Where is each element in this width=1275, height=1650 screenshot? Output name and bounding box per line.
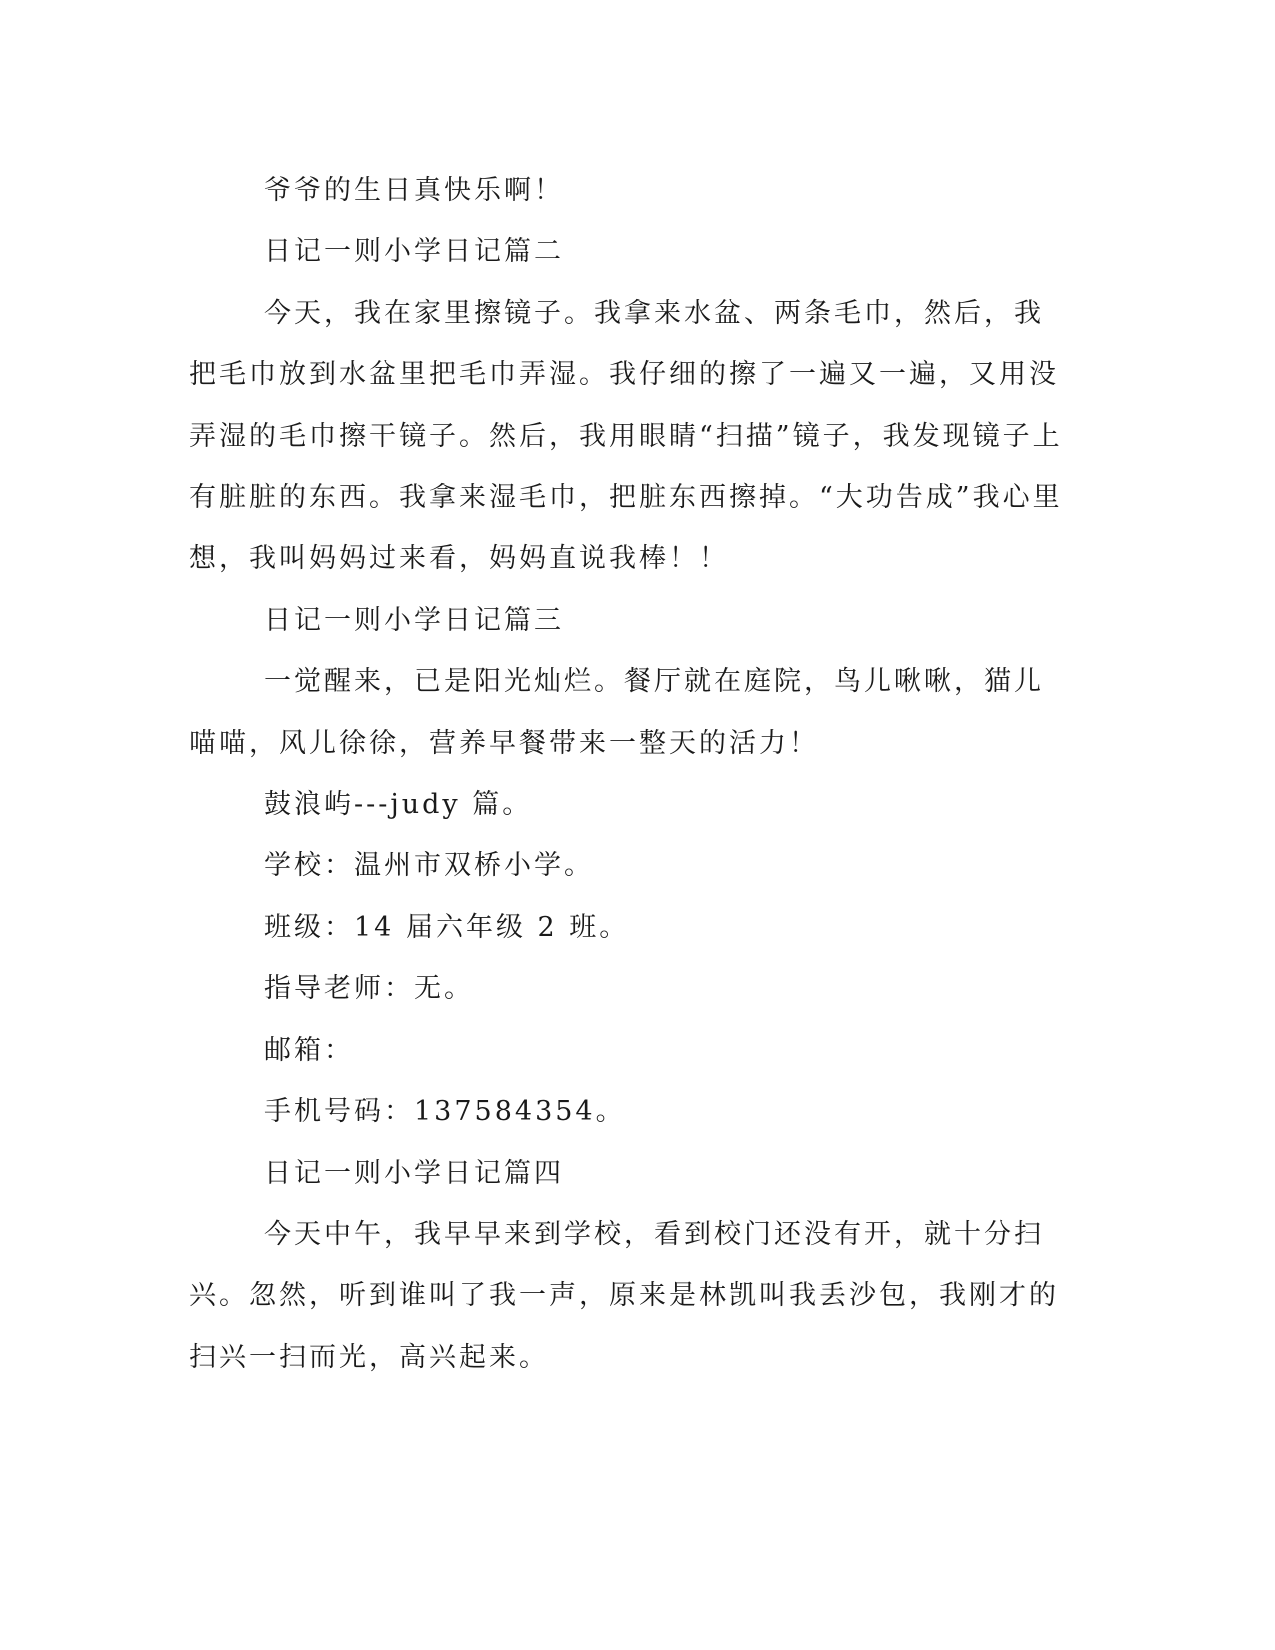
heading-diary-part-3: 日记一则小学日记篇三 (264, 604, 564, 636)
paragraph-email: 邮箱： (264, 1034, 354, 1066)
heading-diary-part-4: 日记一则小学日记篇四 (264, 1157, 564, 1189)
paragraph-mirror-cleaning: 今天，我在家里擦镜子。我拿来水盆、两条毛巾，然后，我把毛巾放到水盆里把毛巾弄湿。我仔细的擦了一遍又一遍，又用没弄湿的毛巾擦干镜子。然后，我用眼睛“扫描”镜子，我发现镜子上有脏脏的东西。我拿来湿毛巾，把脏东西擦掉。“大功告成”我心里想，我叫妈妈过来看，妈妈直说我棒！！ (189, 297, 1063, 575)
paragraph-morning: 一觉醒来，已是阳光灿烂。餐厅就在庭院，鸟儿啾啾，猫儿喵喵，风儿徐徐，营养早餐带来一整天的活力！ (189, 666, 1044, 759)
paragraph-school: 学校：温州市双桥小学。 (264, 850, 594, 882)
heading-diary-part-2: 日记一则小学日记篇二 (264, 236, 564, 268)
paragraph-school-noon: 今天中午，我早早来到学校，看到校门还没有开，就十分扫兴。忽然，听到谁叫了我一声，原来是林凯叫我丢沙包，我刚才的扫兴一扫而光，高兴起来。 (189, 1218, 1059, 1373)
paragraph-closing-line: 爷爷的生日真快乐啊！ (264, 175, 564, 206)
paragraph-class: 班级：14 届六年级 2 班。 (264, 911, 630, 943)
document-body (189, 160, 1069, 1388)
paragraph-phone: 手机号码：137584354。 (264, 1096, 626, 1128)
paragraph-author-title: 鼓浪屿---judy 篇。 (264, 789, 533, 821)
paragraph-teacher: 指导老师：无。 (264, 973, 474, 1005)
